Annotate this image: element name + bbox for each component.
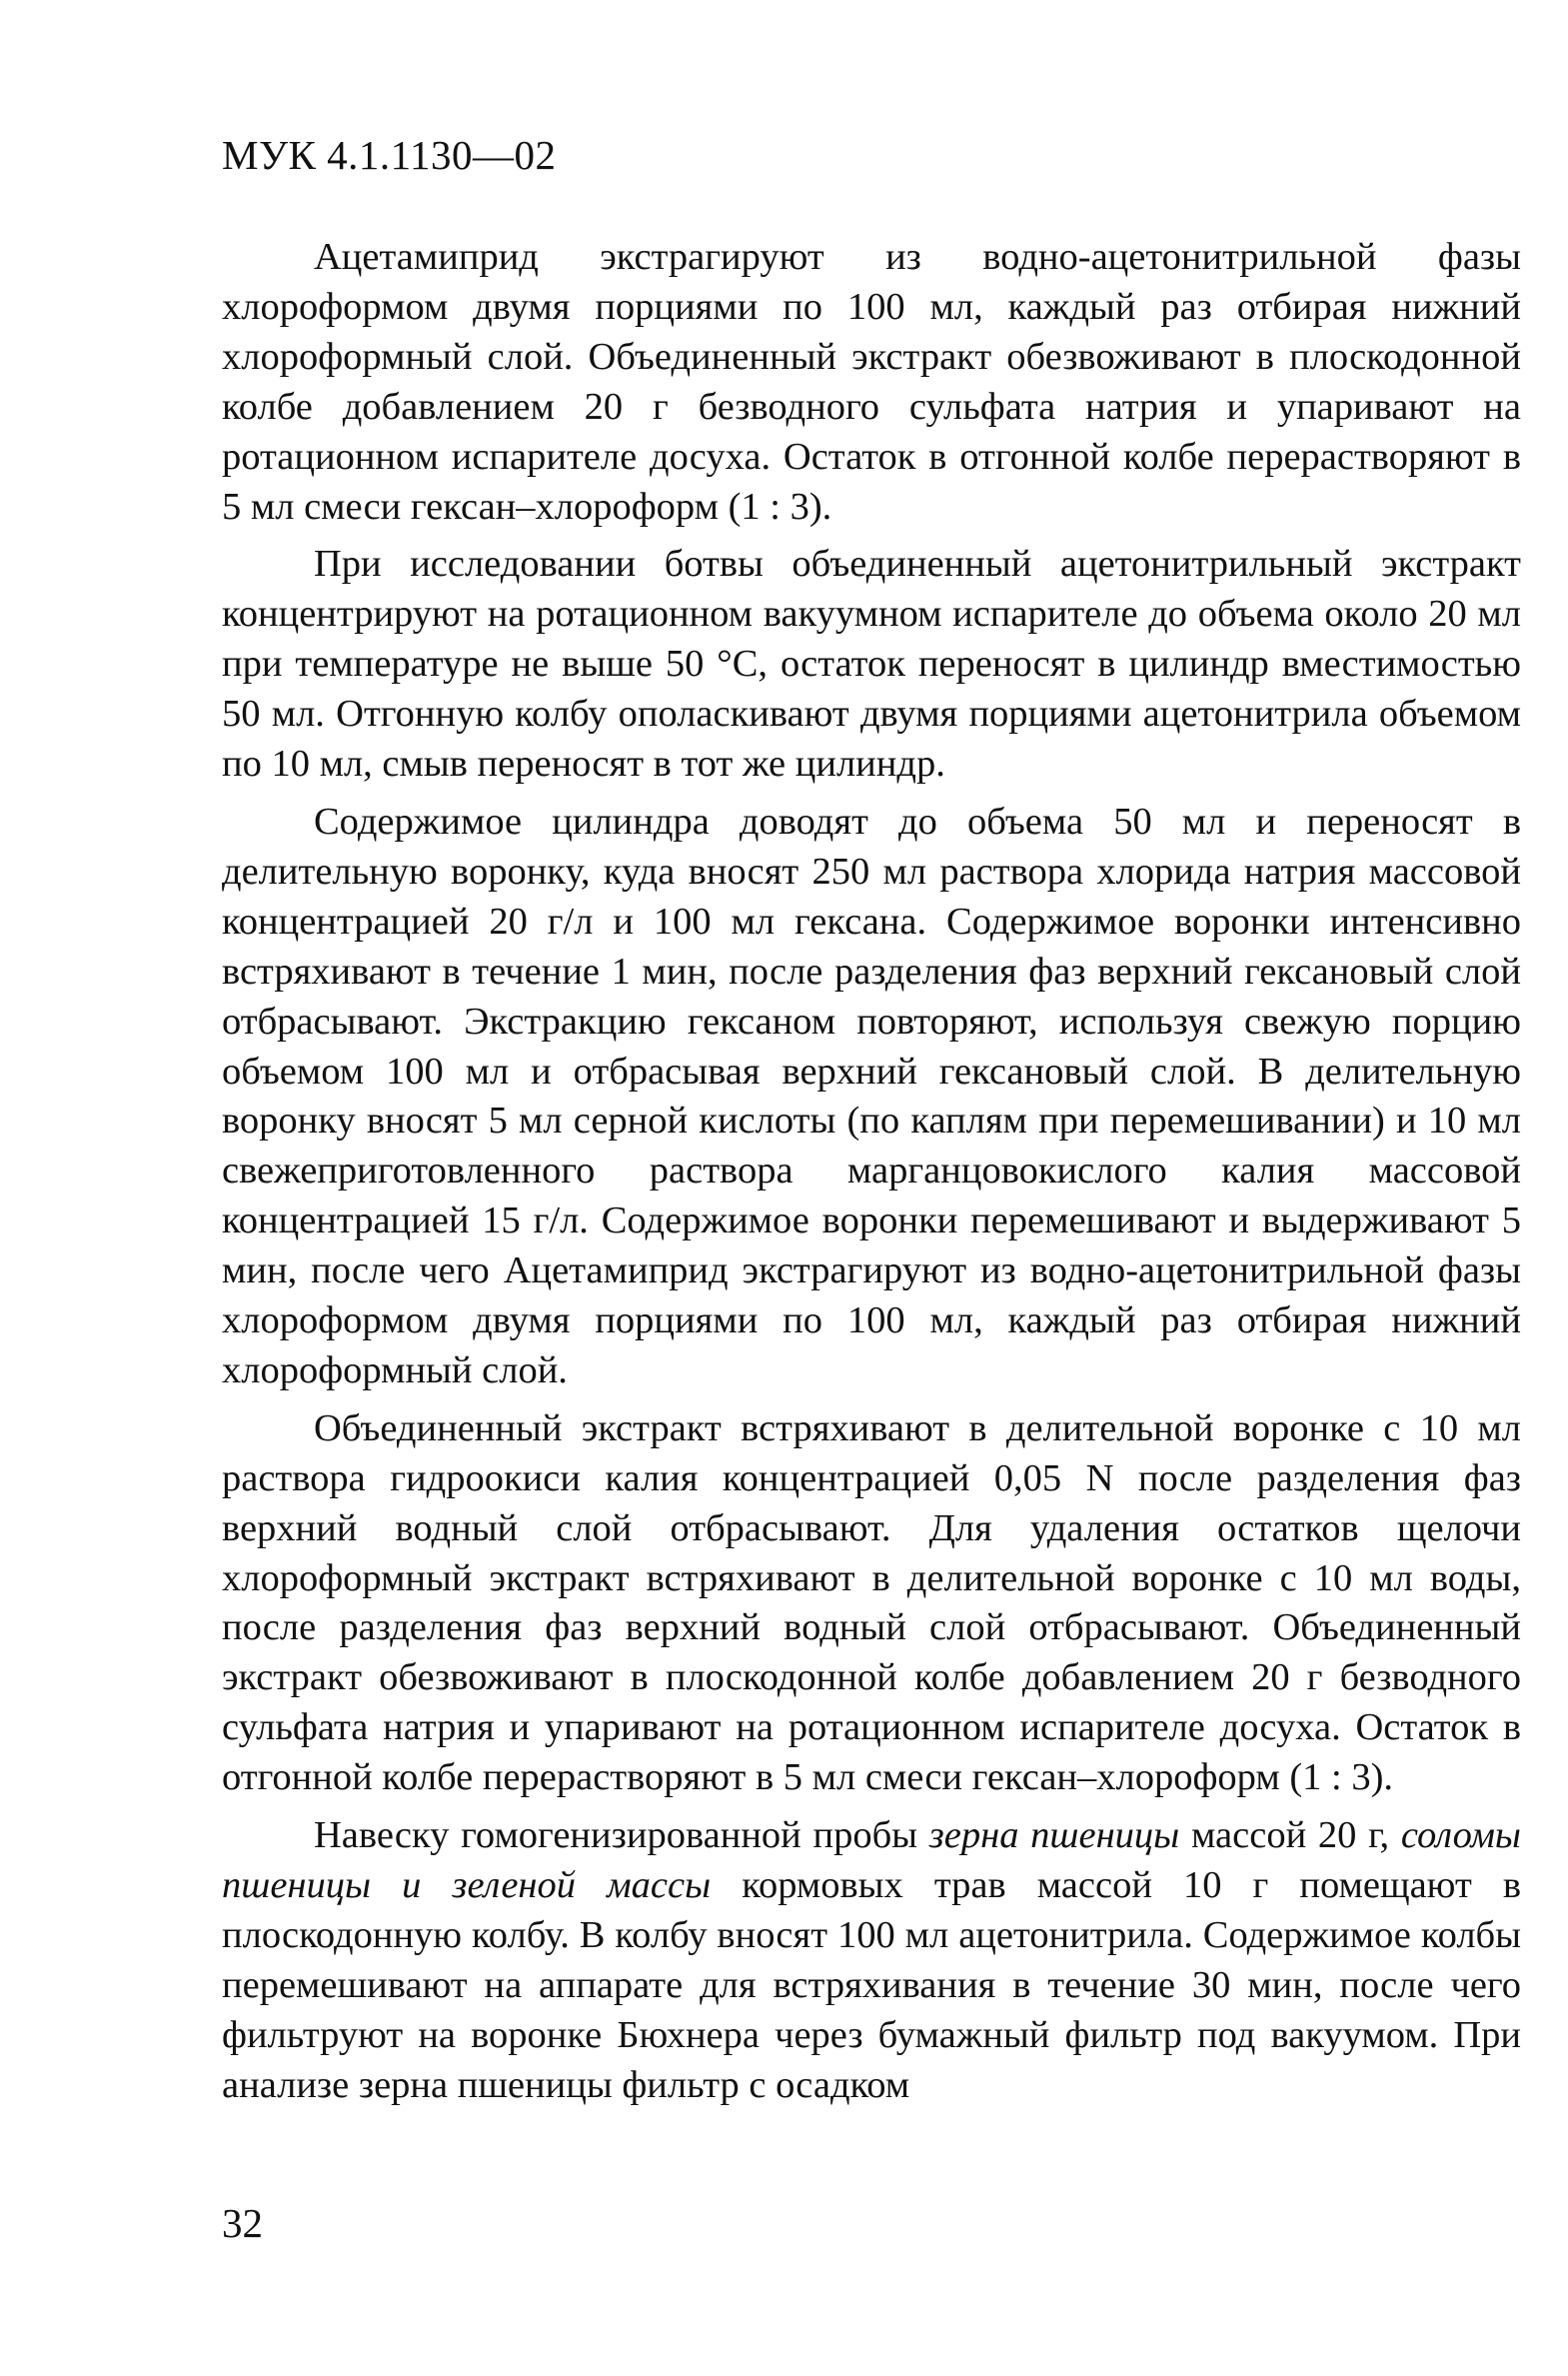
page-number: 32 — [222, 2200, 263, 2246]
paragraph-5 — [222, 1811, 1521, 2110]
body-text — [222, 233, 1521, 2111]
paragraph-4: Объединенный экстракт встряхивают в делительной воронке с 10 мл раствора гидроокиси калия концентрацией 0,05 N после разделения фаз верхний водный слой отбрасывают. Для удаления остатков щелочи хлороформный экстракт встряхивают в делительной воронке с 10 мл воды, после разделения фаз верхний водный слой отбрасывают. Объединенный экстракт обезвоживают в плоскодонной колбе добавлением 20 г безводного сульфата натрия и упаривают на ротационном испарителе досуха. Остаток в отгонной колбе перерастворяют в 5 мл смеси гексан–хлороформ (1 : 3). — [222, 1406, 1521, 1799]
paragraph-2: При исследовании ботвы объединенный ацетонитрильный экстракт концентрируют на ротационном вакуумном испарителе до объема около 20 мл при температуре не выше 50 °С, остаток переносят в цилиндр вместимостью 50 мл. Отгонную колбу ополаскивают двумя порциями ацетонитрила объемом по 10 мл, смыв переносят в тот же цилиндр. — [222, 543, 1521, 786]
italic-term-straw-green-mass: соломы пшеницы и зеленой массы — [222, 1814, 1521, 1906]
paragraph-5-text-2: массой 20 г, — [1179, 1814, 1401, 1857]
italic-term-wheat-grain: зерна пшеницы — [928, 1814, 1180, 1857]
running-head: МУК 4.1.1130—02 — [222, 132, 557, 178]
paragraph-5-text-1: Навеску гомогенизированной пробы — [314, 1814, 929, 1857]
paragraph-1: Ацетамиприд экстрагируют из водно-ацетонитрильной фазы хлороформом двумя порциями по 100 мл, каждый раз отбирая нижний хлороформный слой. Объединенный экстракт обезвоживают в плоскодонной колбе добавлением 20 г безводного сульфата натрия и упаривают на ротационном испарителе досуха. Остаток в отгонной колбе перерастворяют в 5 мл смеси гексан–хлороформ (1 : 3). — [222, 236, 1521, 528]
paragraph-5-text-3: кормовых трав массой 10 г помещают в плоскодонную колбу. В колбу вносят 100 мл ацетонитрила. Содержимое колбы перемешивают на аппарате для встряхивания в течение 30 мин, после чего фильтруют на воронке Бюхнера через бумажный фильтр под вакуумом. При анализе зерна пшеницы фильтр с осадком — [222, 1864, 1521, 2106]
paragraph-3: Содержимое цилиндра доводят до объема 50 мл и переносят в делительную воронку, куда вносят 250 мл раствора хлорида натрия массовой концентрацией 20 г/л и 100 мл гексана. Содержимое воронки интенсивно встряхивают в течение 1 мин, после разделения фаз верхний гексановый слой отбрасывают. Экстракцию гексаном повторяют, используя свежую порцию объемом 100 мл и отбрасывая верхний гексановый слой. В делительную воронку вносят 5 мл серной кислоты (по каплям при перемешивании) и 10 мл свежеприготовленного раствора марганцовокислого калия массовой концентрацией 15 г/л. Содержимое воронки перемешивают и выдерживают 5 мин, после чего Ацетамиприд экстрагируют из водно-ацетонитрильной фазы хлороформом двумя порциями по 100 мл, каждый раз отбирая нижний хлороформный слой. — [222, 800, 1521, 1391]
